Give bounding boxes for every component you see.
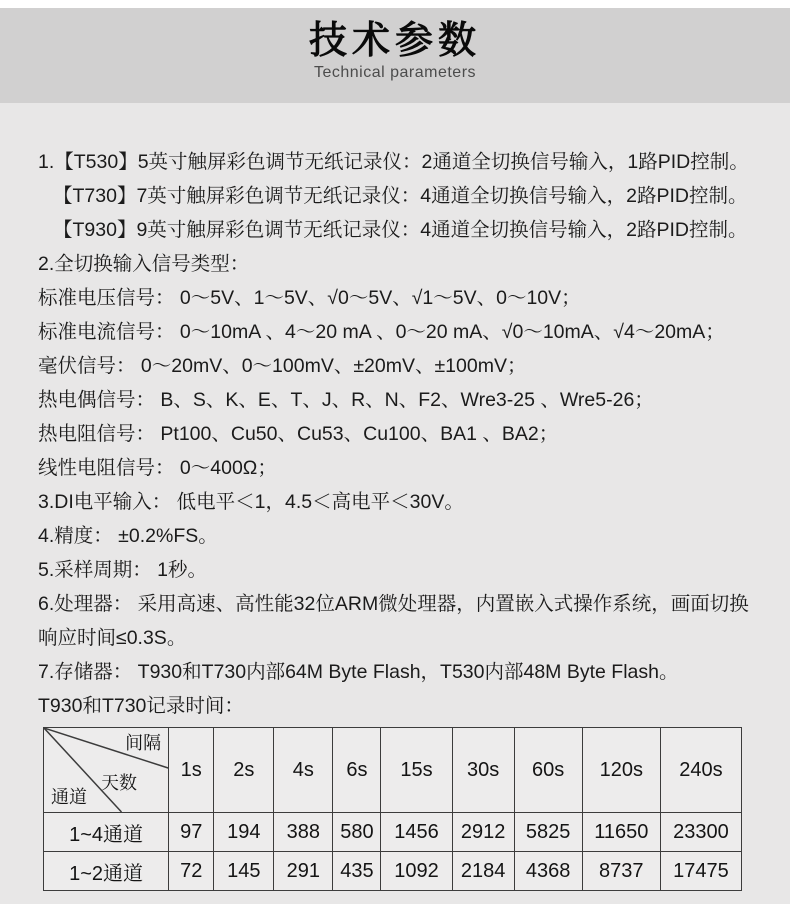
record-days-cell: 17475 [660, 852, 741, 891]
record-days-cell: 291 [274, 852, 333, 891]
header-band [0, 8, 790, 103]
record-days-cell: 435 [333, 852, 381, 891]
record-days-cell: 580 [333, 813, 381, 852]
page-title: 技术参数 [308, 20, 481, 62]
spec-line: T930和T730记录时间： [38, 695, 244, 717]
spec-line: 2.全切换输入信号类型： [38, 253, 250, 275]
spec-line: 6.处理器： 采用高速、高性能32位ARM微处理器，内置嵌入式操作系统，画面切换 [38, 593, 749, 615]
record-days-cell: 11650 [582, 813, 660, 852]
spec-line: 5.采样周期： 1秒。 [38, 559, 208, 581]
record-days-cell: 388 [274, 813, 333, 852]
table-row [44, 813, 742, 852]
record-days-cell: 4368 [514, 852, 582, 891]
spec-line: 1.【T530】5英寸触屏彩色调节无纸记录仪：2通道全切换信号输入，1路PID控制。 [38, 151, 749, 173]
interval-column-header: 6s [333, 728, 381, 813]
interval-column-header: 2s [214, 728, 274, 813]
record-days-cell: 145 [214, 852, 274, 891]
page-subtitle: Technical parameters [313, 63, 477, 81]
corner-label-days: 天数 [101, 773, 137, 793]
record-days-cell: 194 [214, 813, 274, 852]
record-days-cell: 1092 [381, 852, 452, 891]
record-days-cell: 97 [169, 813, 214, 852]
spec-line: 毫伏信号： 0～20mV、0～100mV、±20mV、±100mV； [38, 355, 527, 377]
spec-line: 标准电流信号： 0～10mA 、4～20 mA 、0～20 mA、√0～10mA、√4～20mA； [38, 321, 725, 343]
spec-line: 热电偶信号： B、S、K、E、T、J、R、N、F2、Wre3-25 、Wre5-26； [38, 389, 654, 411]
interval-column-header: 120s [582, 728, 660, 813]
table-corner-cell [44, 728, 169, 813]
interval-column-header: 15s [381, 728, 452, 813]
interval-column-header: 4s [274, 728, 333, 813]
interval-column-header: 240s [660, 728, 741, 813]
spec-line: 标准电压信号： 0～5V、1～5V、√0～5V、√1～5V、0～10V； [38, 287, 581, 309]
spec-line: 7.存储器： T930和T730内部64M Byte Flash，T530内部48M Byte Flash。 [38, 661, 679, 683]
top-white-strip [0, 0, 790, 8]
spec-line: 4.精度： ±0.2%FS。 [38, 525, 218, 547]
table-header-row [44, 728, 742, 813]
table-row [44, 852, 742, 891]
corner-label-channel: 通道 [51, 787, 87, 807]
spec-line: 线性电阻信号： 0～400Ω； [38, 457, 277, 479]
record-time-table [43, 727, 742, 891]
table-body [44, 813, 742, 891]
record-days-cell: 23300 [660, 813, 741, 852]
channel-row-label: 1~2通道 [44, 852, 169, 891]
spec-line: 【T730】7英寸触屏彩色调节无纸记录仪：4通道全切换信号输入，2路PID控制。 [53, 185, 748, 207]
spec-line: 热电阻信号： Pt100、Cu50、Cu53、Cu100、BA1 、BA2； [38, 423, 559, 445]
interval-column-header: 60s [514, 728, 582, 813]
channel-row-label: 1~4通道 [44, 813, 169, 852]
record-days-cell: 5825 [514, 813, 582, 852]
spec-line: 【T930】9英寸触屏彩色调节无纸记录仪：4通道全切换信号输入，2路PID控制。 [53, 219, 748, 241]
spec-line: 3.DI电平输入： 低电平＜1，4.5＜高电平＜30V。 [38, 491, 464, 513]
interval-column-header: 30s [452, 728, 514, 813]
spec-line: 响应时间≤0.3S。 [38, 627, 187, 649]
record-days-cell: 2912 [452, 813, 514, 852]
record-days-cell: 8737 [582, 852, 660, 891]
record-days-cell: 72 [169, 852, 214, 891]
spec-list [0, 103, 790, 723]
record-days-cell: 2184 [452, 852, 514, 891]
record-days-cell: 1456 [381, 813, 452, 852]
corner-label-interval: 间隔 [125, 733, 162, 753]
interval-column-header: 1s [169, 728, 214, 813]
record-time-table-wrap [43, 727, 790, 891]
